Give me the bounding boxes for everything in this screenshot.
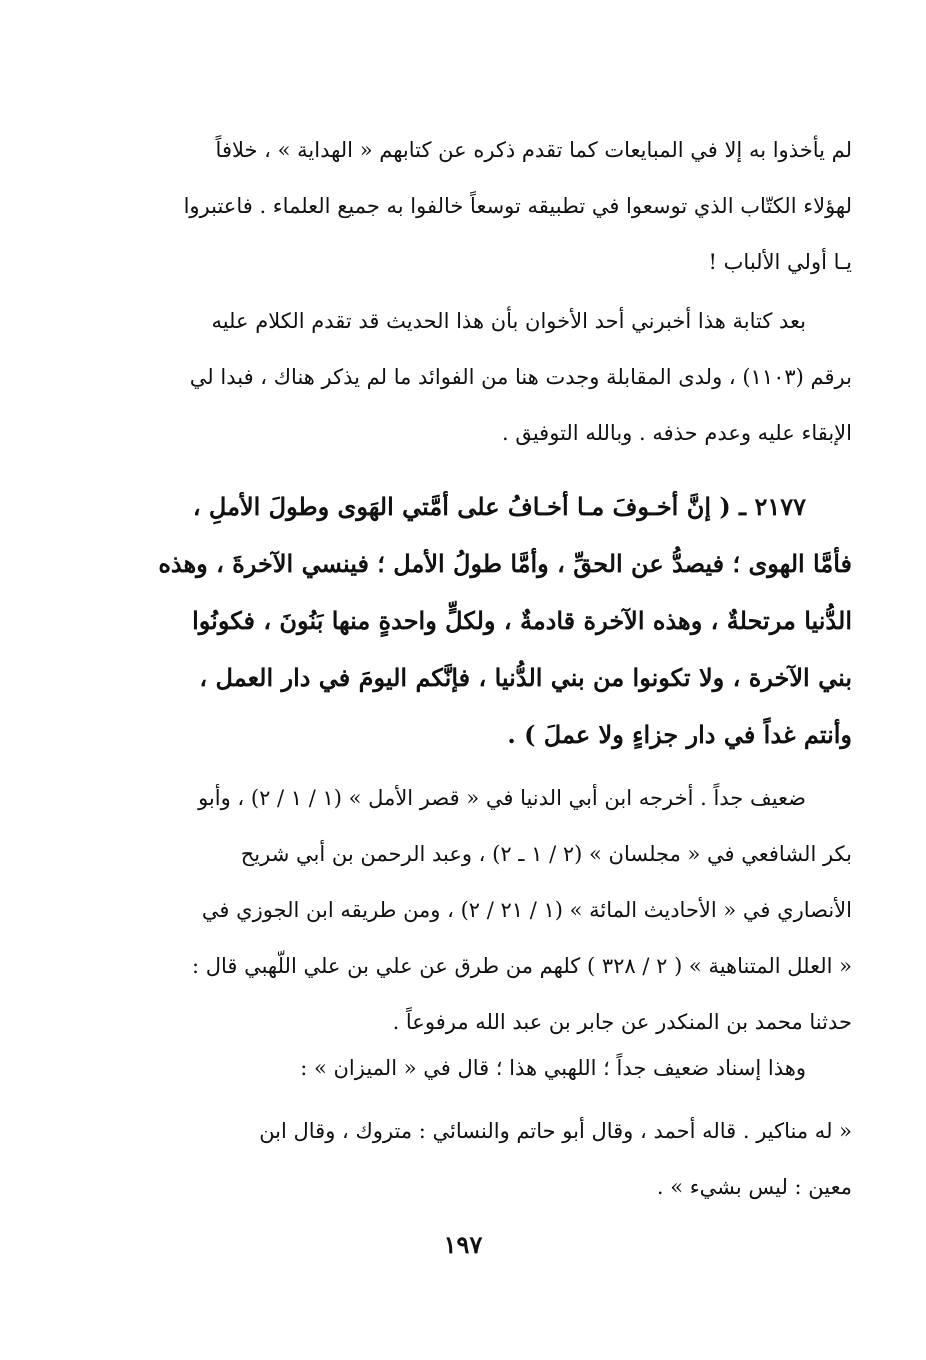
hadith-text [104, 478, 852, 763]
text-line: لم يأخذوا به إلا في المبايعات كما تقدم ذكره عن كتابهم « الهداية » ، خلافاً [215, 138, 852, 162]
paragraph-continuation [104, 122, 852, 290]
hadith-line: بني الآخرة ، ولا تكونوا من بني الدُّنيا ، فإنَّكم اليومَ في دار العمل ، [199, 663, 852, 692]
text-line: الأنصاري في « الأحاديث المائة » (١ / ٢١ / ٢) ، ومن طريقه ابن الجوزي في [201, 898, 852, 922]
hadith-line: الدُّنيا مرتحلةٌ ، وهذه الآخرة قادمةٌ ، ولكلٍّ واحدةٍ منها بَنُونَ ، فكونُوا [192, 606, 852, 635]
text-line: ضعيف جداً . أخرجه ابن أبي الدنيا في « قصر الأمل » (١ / ١ / ٢) ، وأبو [198, 786, 806, 810]
text-line: يـا أولي الألباب ! [708, 250, 852, 274]
page-number: ١٩٧ [443, 1230, 483, 1259]
mizan-quote [104, 1103, 852, 1215]
hadith-line: فأمَّا الهوى ؛ فيصدُّ عن الحقِّ ، وأمَّا طولُ الأمل ؛ فينسي الآخرةَ ، وهذه [158, 549, 852, 578]
paragraph-note [104, 293, 852, 461]
text-line: بعد كتابة هذا أخبرني أحد الأخوان بأن هذا الحديث قد تقدم الكلام عليه [211, 309, 806, 333]
isnad-note [104, 1040, 852, 1096]
text-line: « له مناكير . قاله أحمد ، وقال أبو حاتم والنسائي : متروك ، وقال ابن [259, 1119, 852, 1143]
text-line: برقم (١١٠٣) ، ولدى المقابلة وجدت هنا من الفوائد ما لم يذكر هناك ، فبدا لي [189, 365, 852, 389]
text-line: وهذا إسناد ضعيف جداً ؛ اللهبي هذا ؛ قال في « الميزان » : [300, 1056, 806, 1080]
hadith-line: ٢١٧٧ ـ ( إنَّ أخـوفَ مـا أخـافُ على أمَّتي الهَوى وطولَ الأملِ ، [192, 492, 806, 521]
text-line: لهؤلاء الكتّاب الذي توسعوا في تطبيقه توسعاً خالفوا به جميع العلماء . فاعتبروا [183, 194, 852, 218]
text-line: معين : ليس بشيء » . [656, 1175, 852, 1199]
text-line: بكر الشافعي في « مجلسان » (٢ / ١ ـ ٢) ، وعبد الرحمن بن أبي شريح [240, 842, 852, 866]
commentary [104, 770, 852, 1050]
text-line: الإبقاء عليه وعدم حذفه . وبالله التوفيق . [501, 421, 852, 445]
text-line: « العلل المتناهية » ( ٢ / ٣٢٨ ) كلهم من طرق عن علي بن علي اللّهبي قال : [191, 954, 852, 978]
hadith-line: وأنتم غداً في دار جزاءٍ ولا عملَ ) . [507, 720, 852, 749]
text-line: حدثنا محمد بن المنكدر عن جابر بن عبد الله مرفوعاً . [392, 1010, 852, 1034]
